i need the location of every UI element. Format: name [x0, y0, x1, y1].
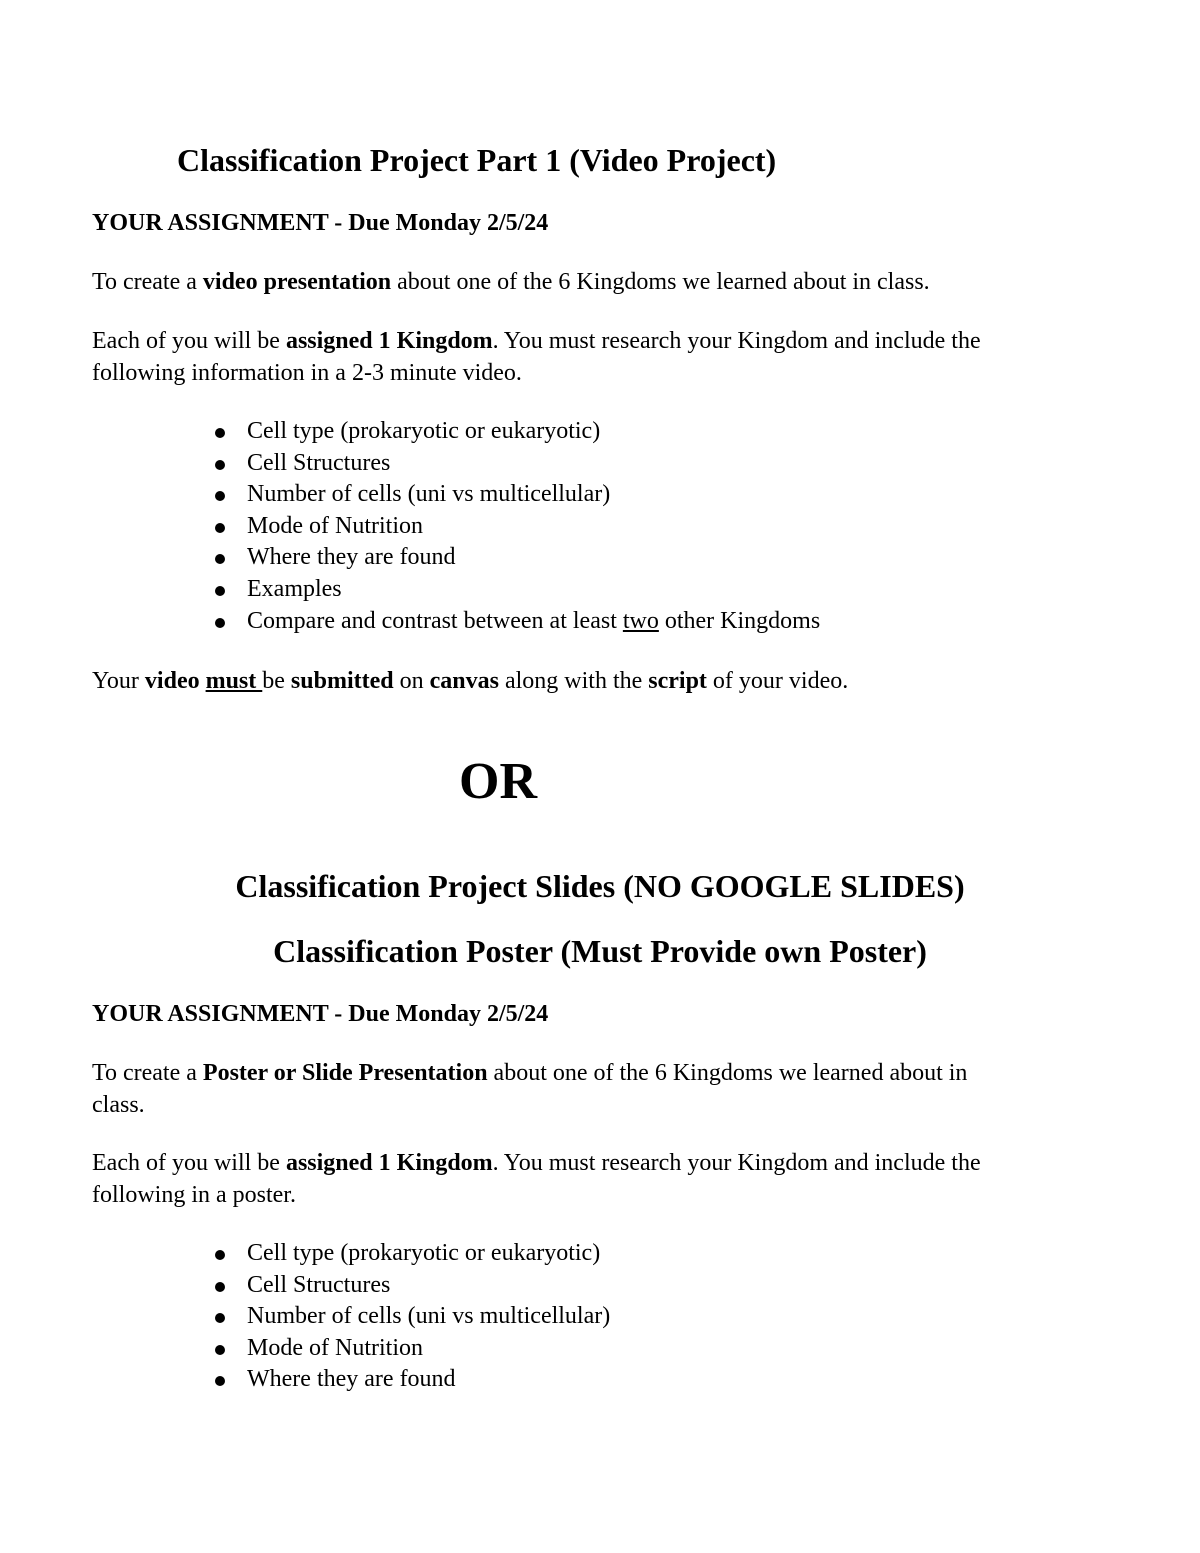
- submit-text: be: [262, 668, 291, 694]
- part2-assignment-line: [92, 998, 548, 1030]
- part1-title: Classification Project Part 1 (Video Project): [177, 142, 777, 178]
- part1-submit-line: [92, 665, 848, 697]
- list-item: [213, 574, 820, 606]
- list-item-text: Where they are found: [247, 544, 456, 571]
- part2-each-line1: [92, 1147, 981, 1179]
- list-item: [213, 479, 820, 511]
- part2-title-poster: Classification Poster (Must Provide own Poster): [273, 933, 927, 969]
- bullet-icon: [215, 586, 225, 596]
- list-item: [213, 1364, 610, 1396]
- bullet-icon: [215, 1345, 225, 1355]
- intro-text: about one of the 6 Kingdoms we learned about in class.: [391, 269, 930, 295]
- list-item-text: Where they are found: [247, 1366, 456, 1393]
- list-item-text: Examples: [247, 575, 342, 602]
- intro-text: about one of the 6 Kingdoms we learned about in: [487, 1060, 968, 1086]
- each-text: . You must research your Kingdom and include the: [492, 328, 981, 354]
- part2-title-slides: Classification Project Slides (NO GOOGLE SLIDES): [235, 868, 965, 904]
- part2-intro-line1: [92, 1057, 967, 1089]
- or-divider: OR: [459, 753, 537, 810]
- submit-text: of your video.: [706, 668, 849, 694]
- list-item: [213, 1333, 610, 1365]
- list-item-text: Number of cells (uni vs multicellular): [247, 1303, 611, 1330]
- assignment-label: YOUR ASSIGNMENT -: [92, 210, 349, 236]
- bullet-icon: [215, 428, 225, 438]
- list-item: [213, 1270, 610, 1302]
- each-text: . You must research your Kingdom and include the: [492, 1150, 981, 1176]
- intro-bold: video presentation: [202, 269, 392, 295]
- part2-each-line2: following in a poster.: [92, 1182, 296, 1208]
- due-date: Due Monday 2/5/24: [348, 210, 549, 236]
- intro-text: To create a: [92, 269, 203, 295]
- list-item-text: Cell type (prokaryotic or eukaryotic): [247, 418, 601, 444]
- list-item-text: Mode of Nutrition: [247, 512, 423, 539]
- intro-text: To create a: [92, 1060, 203, 1086]
- submit-text: along with the: [498, 668, 649, 694]
- each-text: Each of you will be: [92, 328, 286, 354]
- bullet-icon: [215, 618, 225, 628]
- part1-bullet-list: [213, 416, 820, 637]
- list-item-text: Cell Structures: [247, 449, 391, 476]
- part1-intro: [92, 266, 930, 298]
- bullet-icon: [215, 1250, 225, 1260]
- each-bold: assigned 1 Kingdom: [285, 328, 493, 354]
- list-item-text: Number of cells (uni vs multicellular): [247, 481, 611, 508]
- bullet-icon: [215, 1376, 225, 1386]
- bullet-icon: [215, 1313, 225, 1323]
- bullet-icon: [215, 523, 225, 533]
- list-item: [213, 606, 820, 638]
- list-item: [213, 542, 820, 574]
- bullet-icon: [215, 1282, 225, 1292]
- bullet-icon: [215, 460, 225, 470]
- part2-bullet-list: [213, 1238, 610, 1396]
- list-item-text: other Kingdoms: [658, 607, 821, 634]
- bullet-icon: [215, 554, 225, 564]
- each-text: Each of you will be: [92, 1150, 286, 1176]
- list-item: [213, 416, 820, 448]
- list-item-text: Cell Structures: [247, 1271, 391, 1298]
- due-date: Due Monday 2/5/24: [348, 1001, 549, 1027]
- submit-text: Your: [92, 668, 145, 694]
- list-item: [213, 1301, 610, 1333]
- part1-each-line1: [92, 325, 981, 357]
- submit-bold: video: [144, 668, 200, 694]
- list-item-text: Compare and contrast between at least: [247, 607, 623, 634]
- assignment-label: YOUR ASSIGNMENT -: [92, 1001, 349, 1027]
- part1-each-line2: following information in a 2-3 minute video.: [92, 360, 522, 386]
- submit-underlined: must: [205, 668, 263, 694]
- bullet-icon: [215, 491, 225, 501]
- list-item-text: Cell type (prokaryotic or eukaryotic): [247, 1240, 601, 1266]
- submit-bold: submitted: [290, 668, 394, 694]
- each-bold: assigned 1 Kingdom: [285, 1150, 493, 1176]
- part1-assignment-line: [92, 207, 548, 239]
- list-item-text: Mode of Nutrition: [247, 1334, 423, 1361]
- list-item: [213, 1238, 610, 1270]
- submit-bold: script: [648, 668, 707, 694]
- list-item: [213, 448, 820, 480]
- part2-intro-line2: class.: [92, 1092, 145, 1118]
- intro-bold: Poster or Slide Presentation: [202, 1060, 488, 1086]
- submit-bold: canvas: [429, 668, 499, 694]
- submit-text: on: [393, 668, 430, 694]
- list-item: [213, 511, 820, 543]
- underlined-text: two: [622, 607, 659, 634]
